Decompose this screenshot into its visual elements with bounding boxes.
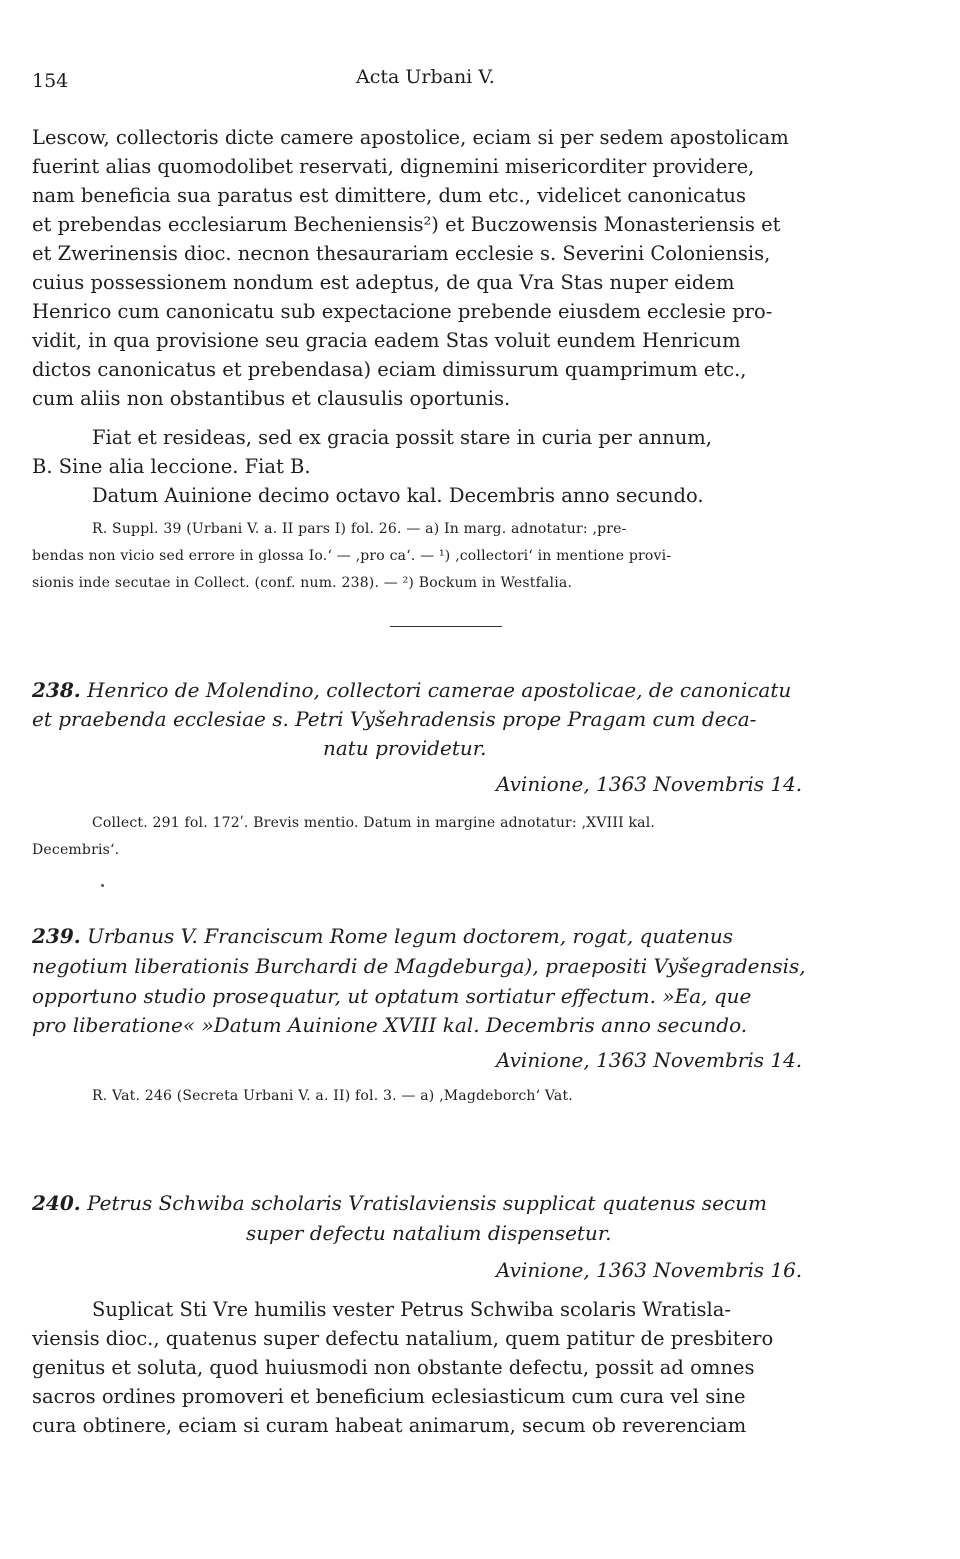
entry-number: 240.	[32, 1191, 81, 1215]
text-line: Lescow, collectoris dicte camere apostolice, eciam si per sedem apostolicam	[32, 126, 789, 149]
place-date: Avinione, 1363 Novembris 14.	[496, 772, 803, 796]
entry-heading-line	[32, 678, 791, 702]
entry-heading-line	[32, 1191, 767, 1215]
text-line: dictos canonicatus et prebendasa) eciam dimissurum quamprimum etc.,	[32, 358, 747, 381]
running-title: Acta Urbani V.	[356, 66, 495, 88]
text-line: nam beneficia sua paratus est dimittere, dum etc., videlicet canonicatus	[32, 184, 746, 207]
place-date: Avinione, 1363 Novembris 16.	[496, 1258, 803, 1282]
entry-heading-line: et praebenda ecclesiae s. Petri Vyšehradensis prope Pragam cum deca-	[32, 707, 757, 731]
footnote-line: Collect. 291 fol. 172ʹ. Brevis mentio. Datum in margine adnotatur: ‚XVIII kal.	[92, 815, 656, 831]
entry-heading-line: opportuno studio prosequatur, ut optatum sortiatur effectum. »Ea, que	[32, 984, 752, 1008]
fiat-line: Fiat et resideas, sed ex gracia possit stare in curia per annum,	[92, 426, 712, 449]
entry-heading-text: Urbanus V. Franciscum Rome legum doctorem, rogat, quatenus	[87, 924, 734, 948]
entry-heading-line: super defectu natalium dispensetur.	[246, 1221, 612, 1245]
page-number: 154	[32, 70, 69, 92]
text-line: genitus et soluta, quod huiusmodi non obstante defectu, possit ad omnes	[32, 1356, 755, 1379]
fiat-line: B. Sine alia leccione. Fiat B.	[32, 455, 311, 478]
entry-heading-text: Henrico de Molendino, collectori camerae apostolicae, de canonicatu	[87, 678, 792, 702]
entry-heading-line	[32, 924, 733, 948]
section-divider	[390, 626, 502, 627]
text-line: fuerint alias quomodolibet reservati, dignemini misericorditer providere,	[32, 155, 755, 178]
text-line: sacros ordines promoveri et beneficium eclesiasticum cum cura vel sine	[32, 1385, 746, 1408]
datum-line: Datum Auinione decimo octavo kal. Decembris anno secundo.	[92, 484, 704, 507]
place-date: Avinione, 1363 Novembris 14.	[496, 1048, 803, 1072]
footnote-line: R. Suppl. 39 (Urbani V. a. II pars I) fol. 26. — a) In marg. adnotatur: ‚pre-	[92, 521, 627, 537]
entry-number: 238.	[32, 678, 81, 702]
text-line: cuius possessionem nondum est adeptus, de qua Vra Stas nuper eidem	[32, 271, 735, 294]
text-line: cum aliis non obstantibus et clausulis oportunis.	[32, 387, 511, 410]
stray-mark	[101, 884, 104, 887]
footnote-line: R. Vat. 246 (Secreta Urbani V. a. II) fol. 3. — a) ‚Magdeborch‘ Vat.	[92, 1088, 573, 1104]
entry-heading-line: pro liberatione« »Datum Auinione XVIII kal. Decembris anno secundo.	[32, 1013, 748, 1037]
text-line: Henrico cum canonicatu sub expectacione prebende eiusdem ecclesie pro-	[32, 300, 773, 323]
text-line: Suplicat Sti Vre humilis vester Petrus Schwiba scolaris Wratisla-	[92, 1298, 731, 1321]
text-line: viensis dioc., quatenus super defectu natalium, quem patitur de presbitero	[32, 1327, 774, 1350]
text-line: et Zwerinensis dioc. necnon thesaurariam ecclesie s. Severini Coloniensis,	[32, 242, 771, 265]
text-line: et prebendas ecclesiarum Becheniensis²) et Buczowensis Monasteriensis et	[32, 213, 781, 236]
entry-heading-line: natu providetur.	[323, 736, 487, 760]
footnote-line: bendas non vicio sed errore in glossa Io.‘ — ‚pro ca‘. — ¹) ‚collectori‘ in mentione provi-	[32, 548, 672, 564]
footnote-line: Decembris‘.	[32, 842, 120, 858]
entry-heading-line: negotium liberationis Burchardi de Magdeburga), praepositi Vyšegradensis,	[32, 954, 806, 978]
text-line: cura obtinere, eciam si curam habeat animarum, secum ob reverenciam	[32, 1414, 747, 1437]
entry-number: 239.	[32, 924, 81, 948]
text-line: vidit, in qua provisione seu gracia eadem Stas voluit eundem Henricum	[32, 329, 741, 352]
entry-heading-text: Petrus Schwiba scholaris Vratislaviensis supplicat quatenus secum	[87, 1191, 767, 1215]
footnote-line: sionis inde secutae in Collect. (conf. num. 238). — ²) Bockum in Westfalia.	[32, 575, 573, 591]
